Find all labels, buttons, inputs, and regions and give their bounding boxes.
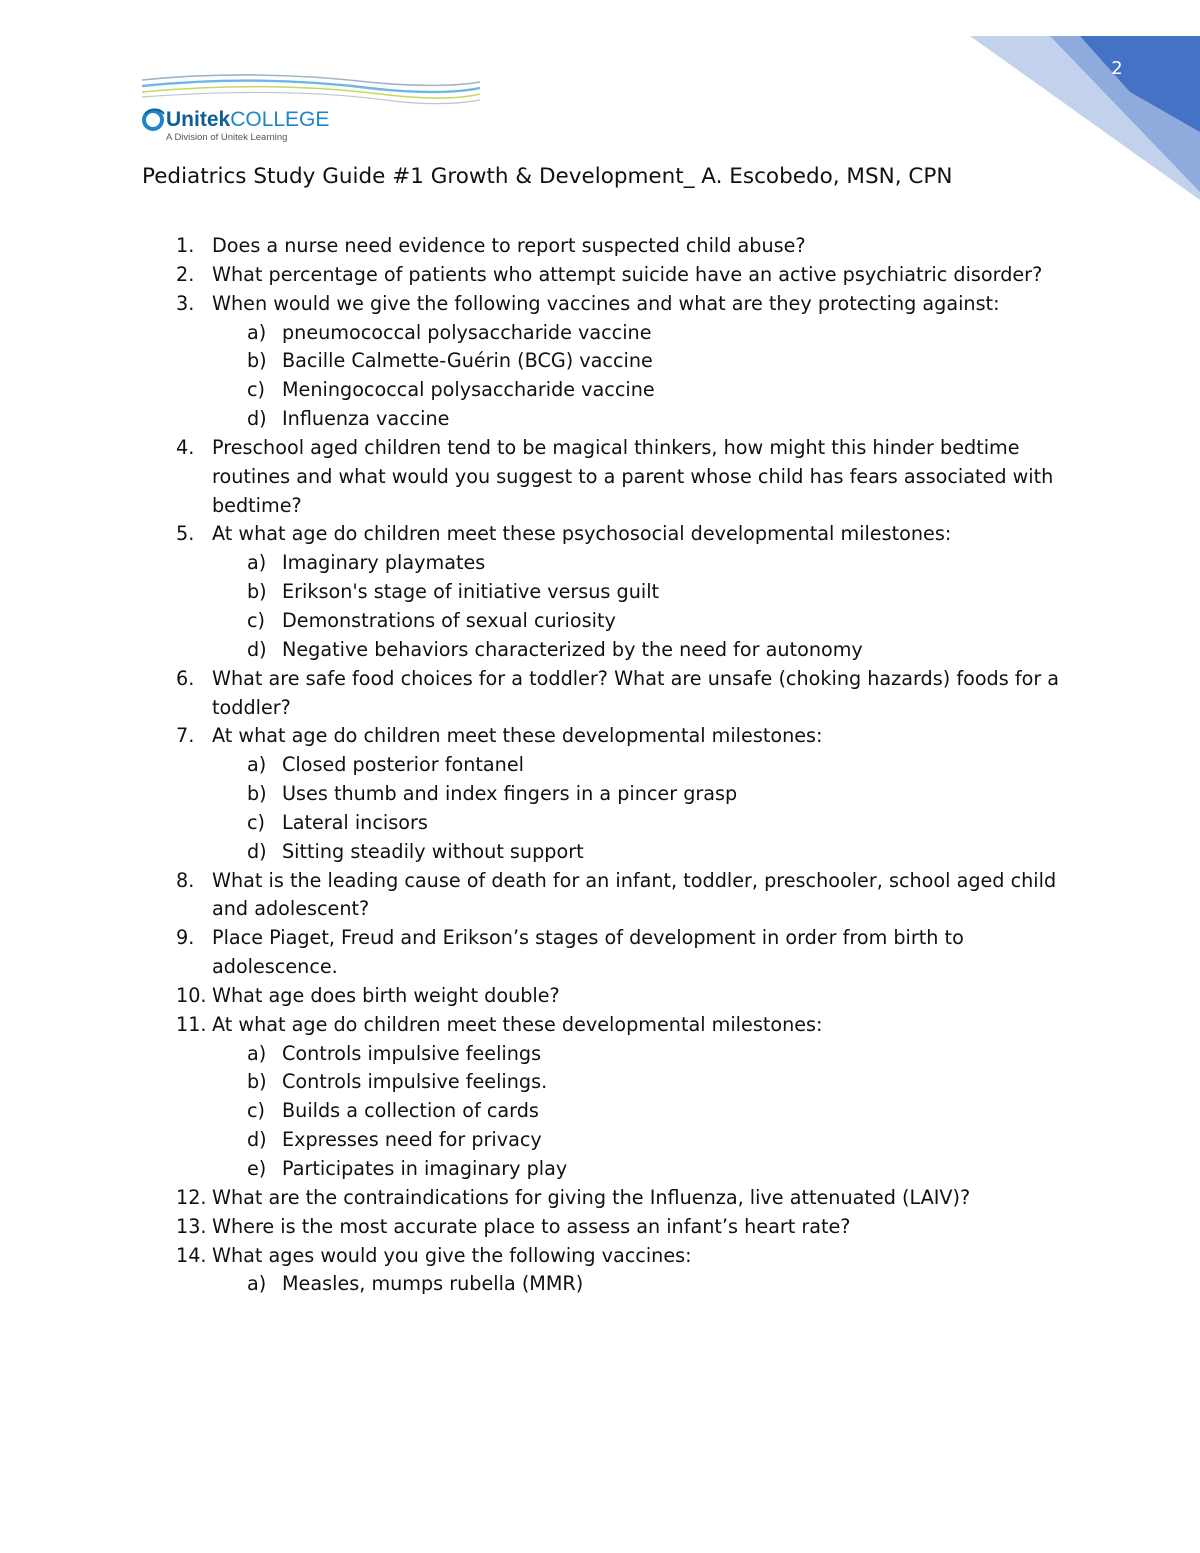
question-number: 12. <box>176 1185 207 1209</box>
sub-question-item <box>212 1270 1072 1299</box>
sub-question-item <box>212 1155 1072 1184</box>
sub-question-item <box>212 376 1072 405</box>
question-number: 9. <box>176 926 195 950</box>
page-number: 2 <box>1111 58 1123 79</box>
question-number: 5. <box>176 522 195 546</box>
sub-question-text: Closed posterior fontanel <box>282 753 524 777</box>
sub-question-text: Uses thumb and index fingers in a pincer grasp <box>282 782 738 806</box>
question-number: 3. <box>176 291 195 315</box>
sub-question-text: Controls impulsive feelings. <box>282 1070 548 1094</box>
sub-question-item <box>212 838 1072 867</box>
sub-question-text: pneumococcal polysaccharide vaccine <box>282 320 652 344</box>
sub-question-item <box>212 607 1072 636</box>
question-item <box>0 982 1072 1011</box>
sub-question-list <box>212 319 1072 434</box>
question-item <box>0 232 1072 261</box>
sub-question-label: b) <box>247 349 267 373</box>
question-number: 1. <box>176 234 195 257</box>
sub-question-text: Imaginary playmates <box>282 551 486 575</box>
sub-question-item <box>212 319 1072 348</box>
question-item <box>0 434 1072 521</box>
sub-question-label: d) <box>247 839 267 863</box>
sub-question-label: d) <box>247 1128 267 1152</box>
question-number: 13. <box>176 1214 207 1238</box>
sub-question-label: b) <box>247 580 267 604</box>
sub-question-item <box>212 751 1072 780</box>
sub-question-text: Influenza vaccine <box>282 407 450 431</box>
sub-question-list <box>212 549 1072 664</box>
sub-question-text: Builds a collection of cards <box>282 1099 539 1123</box>
sub-question-list <box>212 1270 1072 1299</box>
logo-name-bold: Unitek <box>166 108 231 131</box>
sub-question-label: b) <box>247 782 267 806</box>
sub-question-text: Lateral incisors <box>282 810 428 834</box>
sub-question-label: c) <box>247 608 266 632</box>
question-text: What is the leading cause of death for an infant, toddler, preschooler, school aged child and adolescent? <box>212 868 1057 921</box>
question-text: When would we give the following vaccines and what are they protecting against: <box>212 291 1000 315</box>
logo-wordmark <box>166 108 329 132</box>
sub-question-item <box>212 1097 1072 1126</box>
question-item <box>0 924 1072 982</box>
question-text: Preschool aged children tend to be magical thinkers, how might this hinder bedtime routines and what would you suggest to a parent whose child has fears associated with bedtime? <box>212 435 1054 517</box>
question-number: 11. <box>176 1012 207 1036</box>
question-text: At what age do children meet these developmental milestones: <box>212 724 823 748</box>
document-title: Pediatrics Study Guide #1 Growth & Development_ A. Escobedo, MSN, CPN <box>142 164 953 189</box>
sub-question-item <box>212 780 1072 809</box>
sub-question-item <box>212 1126 1072 1155</box>
question-text: What age does birth weight double? <box>212 983 560 1007</box>
sub-question-label: a) <box>247 1272 267 1296</box>
sub-question-text: Negative behaviors characterized by the need for autonomy <box>282 637 863 661</box>
question-text: At what age do children meet these developmental milestones: <box>212 1012 823 1036</box>
question-text: Does a nurse need evidence to report suspected child abuse? <box>212 234 806 257</box>
sub-question-label: a) <box>247 551 267 575</box>
sub-question-label: c) <box>247 810 266 834</box>
question-item <box>0 261 1072 290</box>
sub-question-label: d) <box>247 637 267 661</box>
sub-question-item <box>212 1040 1072 1069</box>
question-text: Where is the most accurate place to assess an infant’s heart rate? <box>212 1214 851 1238</box>
sub-question-list <box>212 1040 1072 1184</box>
sub-question-label: b) <box>247 1070 267 1094</box>
question-number: 6. <box>176 666 195 690</box>
sub-question-text: Demonstrations of sexual curiosity <box>282 608 616 632</box>
question-item <box>0 1242 1072 1300</box>
question-item <box>0 520 1072 664</box>
sub-question-text: Erikson's stage of initiative versus guilt <box>282 580 660 604</box>
sub-question-text: Participates in imaginary play <box>282 1157 568 1180</box>
question-number: 10. <box>176 983 207 1007</box>
question-text: What percentage of patients who attempt suicide have an active psychiatric disorder? <box>212 262 1043 286</box>
sub-question-label: d) <box>247 407 267 431</box>
sub-question-label: e) <box>247 1157 267 1180</box>
question-number: 7. <box>176 724 195 748</box>
sub-question-item <box>212 809 1072 838</box>
sub-question-item <box>212 405 1072 434</box>
sub-question-label: a) <box>247 320 267 344</box>
sub-question-text: Sitting steadily without support <box>282 839 584 863</box>
sub-question-item <box>212 636 1072 665</box>
question-number: 14. <box>176 1243 207 1267</box>
sub-question-text: Controls impulsive feelings <box>282 1041 542 1065</box>
sub-question-label: a) <box>247 1041 267 1065</box>
sub-question-item <box>212 347 1072 376</box>
question-item <box>0 1213 1072 1242</box>
question-item <box>0 722 1072 866</box>
sub-question-list <box>212 751 1072 866</box>
sub-question-item <box>212 578 1072 607</box>
corner-decoration <box>930 0 1200 200</box>
sub-question-item <box>212 1068 1072 1097</box>
question-text: What ages would you give the following vaccines: <box>212 1243 692 1267</box>
sub-question-label: c) <box>247 1099 266 1123</box>
sub-question-label: c) <box>247 378 266 402</box>
question-number: 2. <box>176 262 195 286</box>
sub-question-text: Measles, mumps rubella (MMR) <box>282 1272 584 1296</box>
question-text: Place Piaget, Freud and Erikson’s stages of development in order from birth to adolescence. <box>212 926 964 979</box>
sub-question-item <box>212 549 1072 578</box>
sub-question-text: Bacille Calmette-Guérin (BCG) vaccine <box>282 349 653 373</box>
sub-question-text: Expresses need for privacy <box>282 1128 542 1152</box>
question-item <box>0 867 1072 925</box>
question-item <box>0 1184 1072 1213</box>
question-number: 8. <box>176 868 195 892</box>
question-text: What are the contraindications for giving the Influenza, live attenuated (LAIV)? <box>212 1185 971 1209</box>
question-item <box>0 290 1072 434</box>
sub-question-label: a) <box>247 753 267 777</box>
question-item <box>0 1011 1072 1184</box>
question-item <box>0 665 1072 723</box>
question-text: What are safe food choices for a toddler? What are unsafe (choking hazards) foods for a toddler? <box>212 666 1060 719</box>
question-text: At what age do children meet these psychosocial developmental milestones: <box>212 522 952 546</box>
logo-subtitle: A Division of Unitek Learning <box>166 132 288 143</box>
logo-name-rest: COLLEGE <box>230 108 330 131</box>
question-number: 4. <box>176 435 195 459</box>
question-list <box>0 232 1072 1299</box>
sub-question-text: Meningococcal polysaccharide vaccine <box>282 378 655 402</box>
